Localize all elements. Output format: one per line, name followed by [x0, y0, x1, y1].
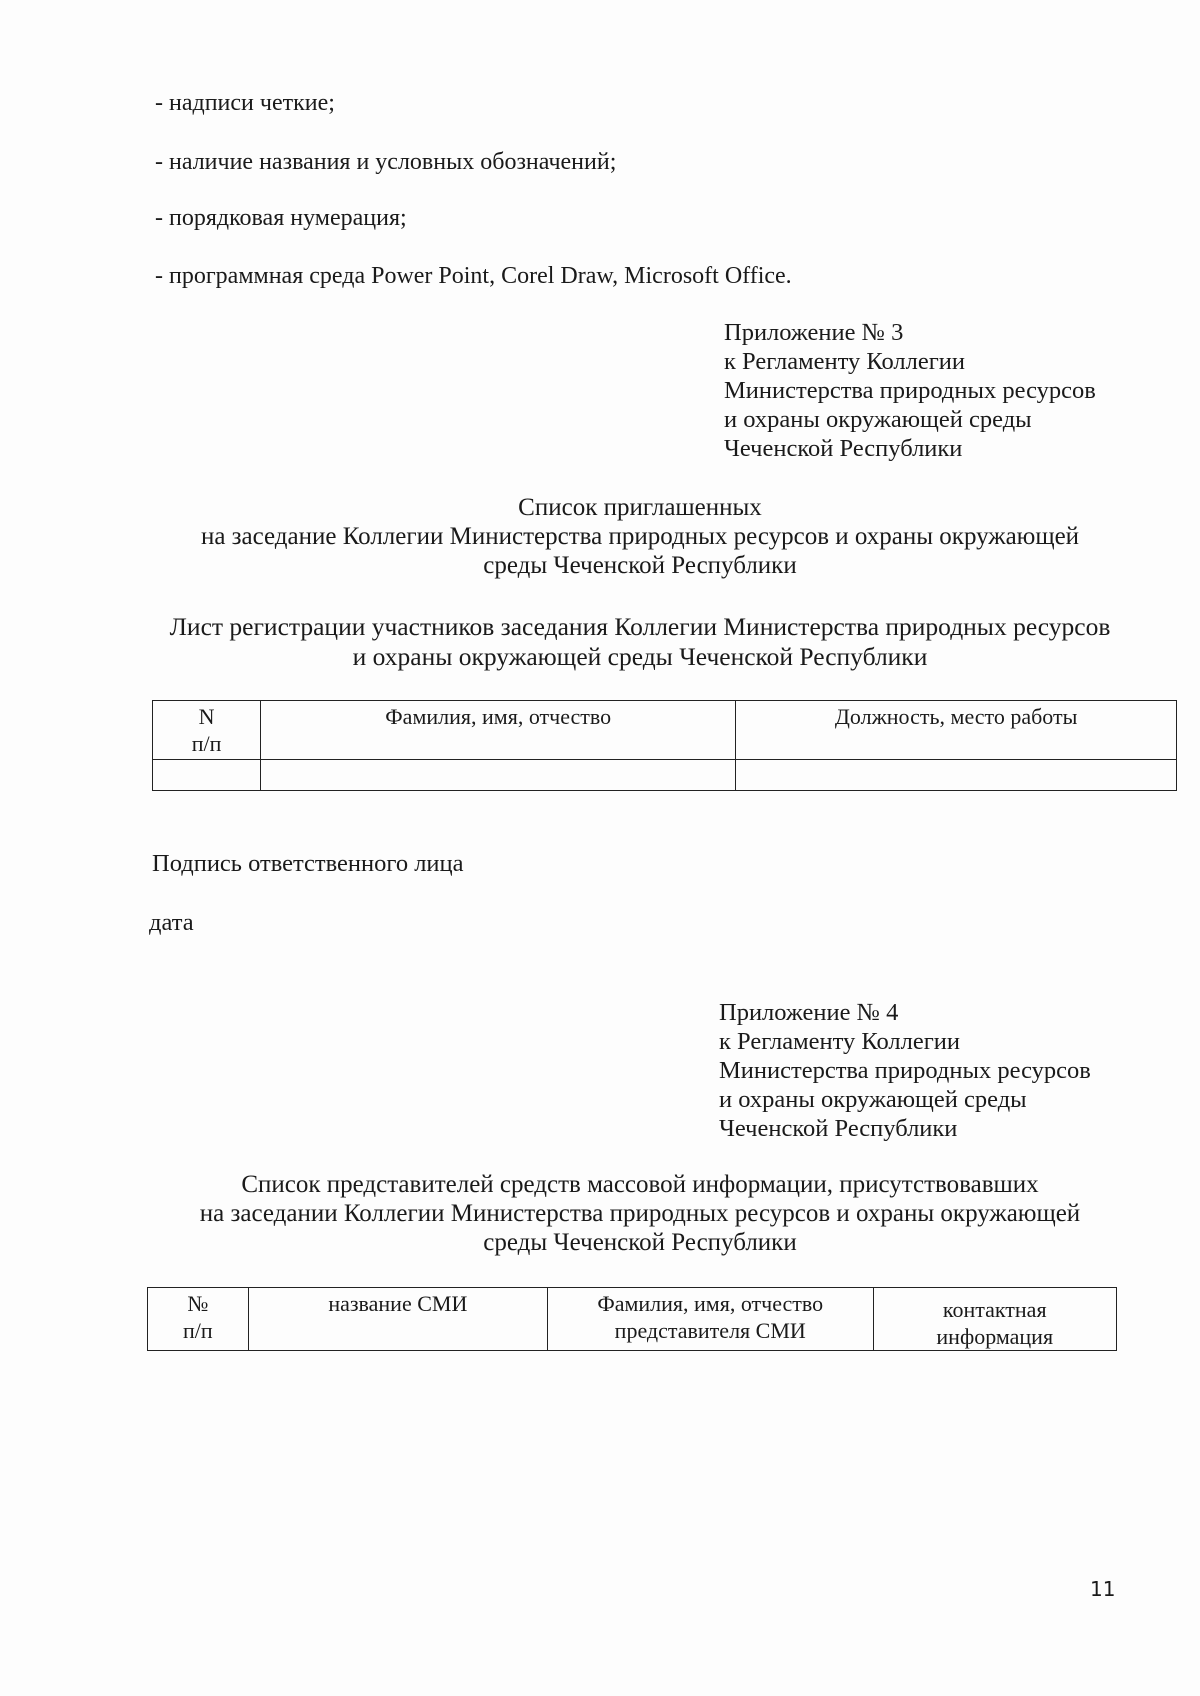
appendix-3-line: Приложение № 3 — [724, 319, 904, 346]
appendix-3-line: Чеченской Республики — [724, 435, 963, 462]
column-header-representative: Фамилия, имя, отчество представителя СМИ — [547, 1288, 873, 1351]
subtitle-line: Лист регистрации участников заседания Коллегии Министерства природных ресурсов — [169, 612, 1111, 641]
date-label: дата — [149, 909, 194, 936]
column-header-number: N п/п — [153, 701, 261, 760]
appendix-4-title — [140, 1170, 1140, 1257]
title-line: на заседании Коллегии Министерства природных ресурсов и охраны окружающей — [199, 1200, 1081, 1227]
table-cell — [153, 760, 261, 791]
page-number: 11 — [1090, 1577, 1116, 1601]
title-line: среды Чеченской Республики — [483, 1229, 797, 1256]
title-line: Список представителей средств массовой информации, присутствовавших — [241, 1171, 1039, 1198]
appendix-3-title — [140, 493, 1140, 580]
title-line: среды Чеченской Республики — [483, 552, 797, 579]
appendix-3-line: к Регламенту Коллегии — [724, 348, 966, 375]
media-representatives-table — [147, 1287, 1117, 1351]
signature-label: Подпись ответственного лица — [152, 850, 464, 877]
table-header-row — [153, 701, 1177, 760]
column-header-media-name: название СМИ — [248, 1288, 547, 1351]
appendix-4-header — [719, 998, 1091, 1143]
requirement-item: - надписи четкие; — [155, 90, 335, 116]
title-line: Список приглашенных — [518, 494, 762, 521]
requirement-item: - программная среда Power Point, Corel Draw, Microsoft Office. — [155, 263, 792, 289]
table-row — [153, 760, 1177, 791]
requirement-item: - порядковая нумерация; — [155, 205, 407, 231]
appendix-3-line: Министерства природных ресурсов — [724, 377, 1096, 404]
column-header-number: № п/п — [148, 1288, 249, 1351]
appendix-4-line: Приложение № 4 — [719, 999, 899, 1026]
table-header-row — [148, 1288, 1117, 1351]
title-line: на заседание Коллегии Министерства природных ресурсов и охраны окружающей — [200, 523, 1080, 550]
appendix-4-line: и охраны окружающей среды — [719, 1086, 1027, 1113]
appendix-3-line: и охраны окружающей среды — [724, 406, 1032, 433]
registration-table — [152, 700, 1177, 791]
appendix-3-header — [724, 318, 1096, 463]
appendix-4-line: Чеченской Республики — [719, 1115, 958, 1142]
subtitle-line: и охраны окружающей среды Чеченской Республики — [352, 642, 928, 671]
table-cell — [261, 760, 736, 791]
registration-sheet-title — [140, 612, 1140, 672]
appendix-4-line: Министерства природных ресурсов — [719, 1057, 1091, 1084]
table-cell — [736, 760, 1177, 791]
requirement-item: - наличие названия и условных обозначений; — [155, 149, 617, 175]
appendix-4-line: к Регламенту Коллегии — [719, 1028, 961, 1055]
column-header-full-name: Фамилия, имя, отчество — [261, 701, 736, 760]
column-header-position: Должность, место работы — [736, 701, 1177, 760]
column-header-contact-info: контактная информация — [873, 1288, 1117, 1351]
